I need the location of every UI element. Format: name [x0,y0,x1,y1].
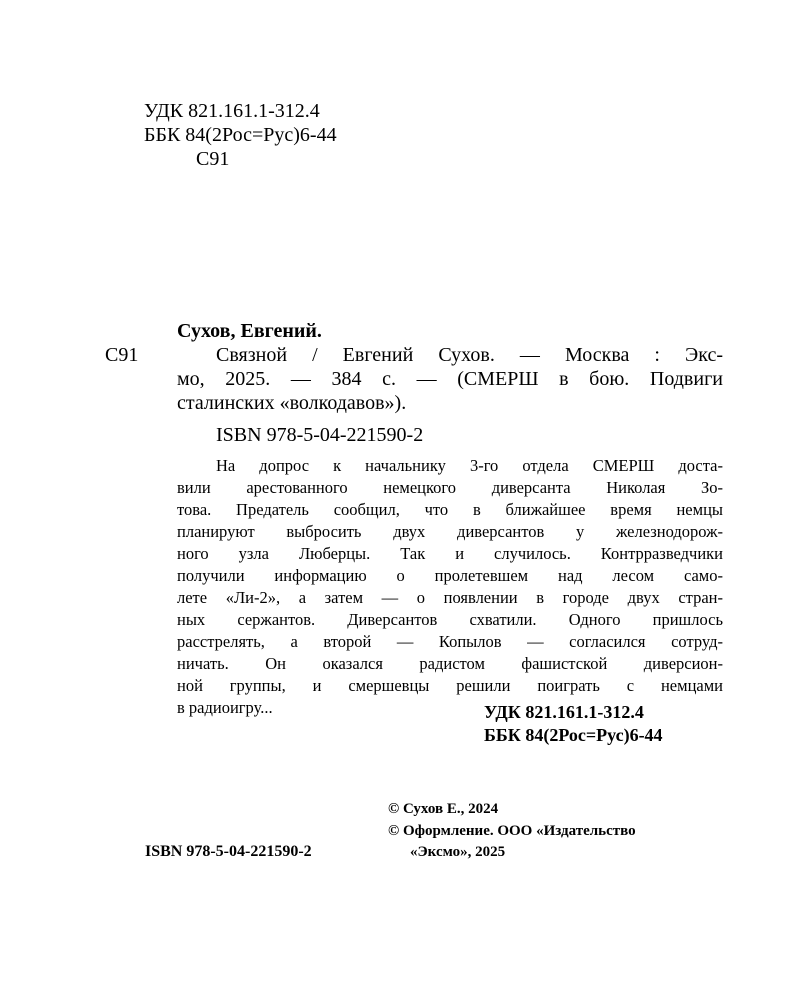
annotation-line: На допрос к начальнику 3-го отдела СМЕРШ доста- [216,456,723,475]
annotation-line: расстрелять, а второй — Копылов — согласился сотруд- [177,632,723,651]
annotation-line: вили арестованного немецкого диверсанта Николая Зо- [177,478,723,497]
annotation-line: ничать. Он оказался радистом фашистской диверсион- [177,654,723,673]
header-code: С91 [196,148,230,170]
annotation-line: лете «Ли-2», а затем — о появлении в городе двух стран- [177,588,723,607]
copyright-author: © Сухов Е., 2024 [388,801,499,817]
annotation-line: това. Предатель сообщил, что в ближайшее время немцы [177,500,723,519]
entry-author: Сухов, Евгений. [177,320,322,342]
annotation-line: ного узла Люберцы. Так и случилось. Контрразведчики [177,544,723,563]
classification-bbk: ББК 84(2Рос=Рус)6-44 [484,725,663,745]
annotation-line: ной группы, и смершевцы решили поиграть с немцами [177,676,723,695]
copyright-design: © Оформление. ООО «Издательство [388,823,636,839]
header-bbk: ББК 84(2Рос=Рус)6-44 [144,124,337,146]
annotation-line: в радиоигру... [177,698,273,717]
footer-isbn: ISBN 978-5-04-221590-2 [145,843,312,860]
classification-udk: УДК 821.161.1-312.4 [484,702,644,722]
copyright-publisher: «Эксмо», 2025 [410,844,506,860]
entry-code: С91 [105,344,139,366]
annotation-line: планируют выбросить двух диверсантов у железнодорож- [177,522,723,541]
annotation-line: получили информацию о пролетевшем над лесом само- [177,566,723,585]
entry-desc-line: сталинских «волкодавов»). [177,392,407,414]
entry-isbn: ISBN 978-5-04-221590-2 [216,424,424,446]
annotation-line: ных сержантов. Диверсантов схватили. Одного пришлось [177,610,723,629]
header-udk: УДК 821.161.1-312.4 [144,100,320,122]
entry-desc-line: Связной / Евгений Сухов. — Москва : Экс- [216,344,723,366]
entry-desc-line: мо, 2025. — 384 с. — (СМЕРШ в бою. Подвиги [177,368,723,390]
